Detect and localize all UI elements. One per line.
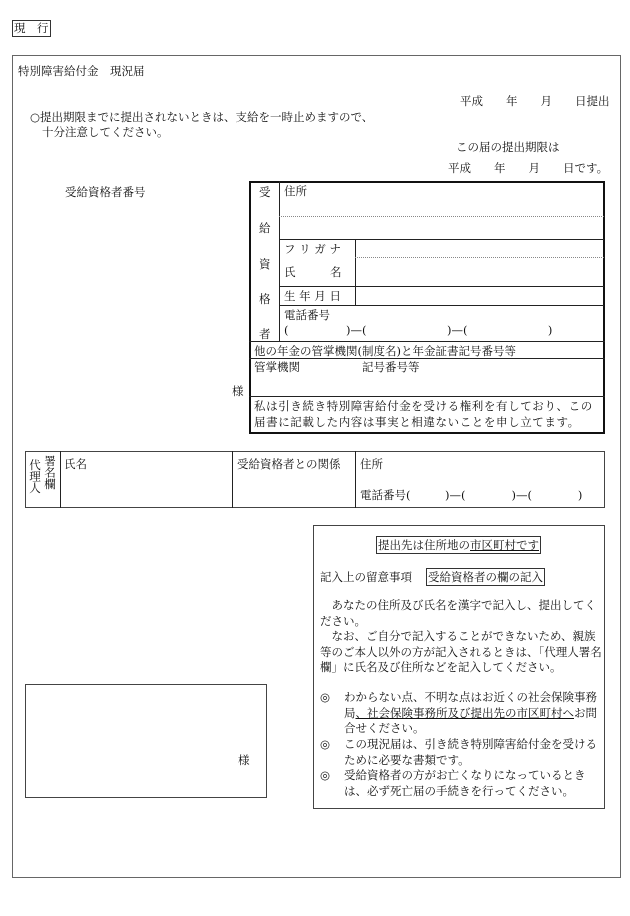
address-box: [25, 684, 267, 798]
honorific: 様: [232, 384, 244, 398]
destination-prefix: 提出先は住所地の: [378, 538, 470, 552]
notes-bullet-3: 受給資格者の方がお亡くなりになっているときは、必ず死亡届の手続きを行ってください。: [344, 768, 586, 798]
agency-label: 管掌機関: [254, 360, 300, 374]
agent-label-col2: 署名欄: [43, 455, 57, 490]
phone-label: 電話番号: [284, 308, 330, 322]
agent-name-label: 氏名: [64, 457, 87, 471]
notice-line-2: 十分注意してください。: [42, 125, 169, 139]
name-input[interactable]: [356, 258, 604, 286]
bullet1-text: わからない点、不明な点はお近くの社会保険事務局: [344, 690, 597, 720]
name-label: 氏 名: [284, 265, 342, 279]
side-label-char: 者: [259, 327, 271, 341]
destination-notice: [376, 536, 541, 554]
side-label-char: 給: [259, 221, 271, 235]
furigana-label: フ リ ガ ナ: [284, 242, 341, 256]
side-label-char: 資: [259, 257, 271, 271]
notes-bullet-1: [344, 690, 604, 737]
cert-number-label: 記号番号等: [362, 360, 420, 374]
notes-para-1: あなたの住所及び氏名を漢字で記入し、提出してください。: [320, 598, 596, 628]
agent-label-col1: 代理人: [28, 459, 42, 494]
status-tag: 現 行: [14, 21, 49, 35]
deadline-label: この届の提出期限は: [456, 140, 560, 154]
bullet1-underlined: 、社会保険事務所及び提出先の市区町村へ: [355, 705, 574, 720]
address-input[interactable]: [280, 198, 604, 238]
side-label-char: 受: [259, 185, 271, 199]
address-box-honorific: 様: [238, 753, 250, 767]
phone-field[interactable]: ( )—( )—( ): [284, 323, 553, 337]
submit-date: 平成 年 月 日提出: [460, 94, 610, 108]
agent-address-label: 住所: [360, 457, 383, 471]
notes-box: [313, 525, 605, 809]
recipient-number-label: 受給資格者番号: [65, 185, 146, 199]
notice-line-1: ○提出期限までに提出されないときは、支給を一時止めますので、: [30, 110, 374, 124]
address-label: 住所: [284, 184, 307, 198]
destination-underlined: 市区町村です: [470, 538, 539, 552]
notes-heading: 記入上の留意事項: [320, 570, 412, 584]
form-title: 特別障害給付金 現況届: [18, 64, 145, 78]
notes-heading-box: 受給資格者の欄の記入: [428, 570, 543, 584]
birthdate-input[interactable]: [356, 287, 604, 305]
side-label-char: 格: [259, 292, 271, 306]
other-pension-label: 他の年金の管掌機関(制度名)と年金証書記号番号等: [254, 344, 516, 358]
bullet-mark: ◎: [320, 690, 331, 704]
bullet1-text-end: お問合せください。: [344, 705, 597, 735]
birthdate-label: 生 年 月 日: [284, 289, 341, 303]
agent-phone-field[interactable]: 電話番号( )—( )—( ): [360, 488, 583, 502]
bullet-mark: ◎: [320, 768, 331, 782]
furigana-input[interactable]: [356, 240, 604, 257]
agent-relationship-label: 受給資格者との関係: [237, 457, 341, 471]
deadline-date: 平成 年 月 日です。: [448, 161, 609, 175]
declaration-text: 私は引き続き特別障害給付金を受ける権利を有しており、この届書に記載した内容は事実と相違ないことを申し立てます。: [254, 399, 593, 429]
bullet-mark: ◎: [320, 737, 331, 751]
notes-para-2: なお、ご自分で記入することができないため、親族等のご本人以外の方が記入されるときは、「代理人署名欄」に氏名及び住所などを記入してください。: [320, 629, 602, 674]
notes-bullet-2: この現況届は、引き続き特別障害給付金を受けるために必要な書類です。: [344, 737, 597, 767]
